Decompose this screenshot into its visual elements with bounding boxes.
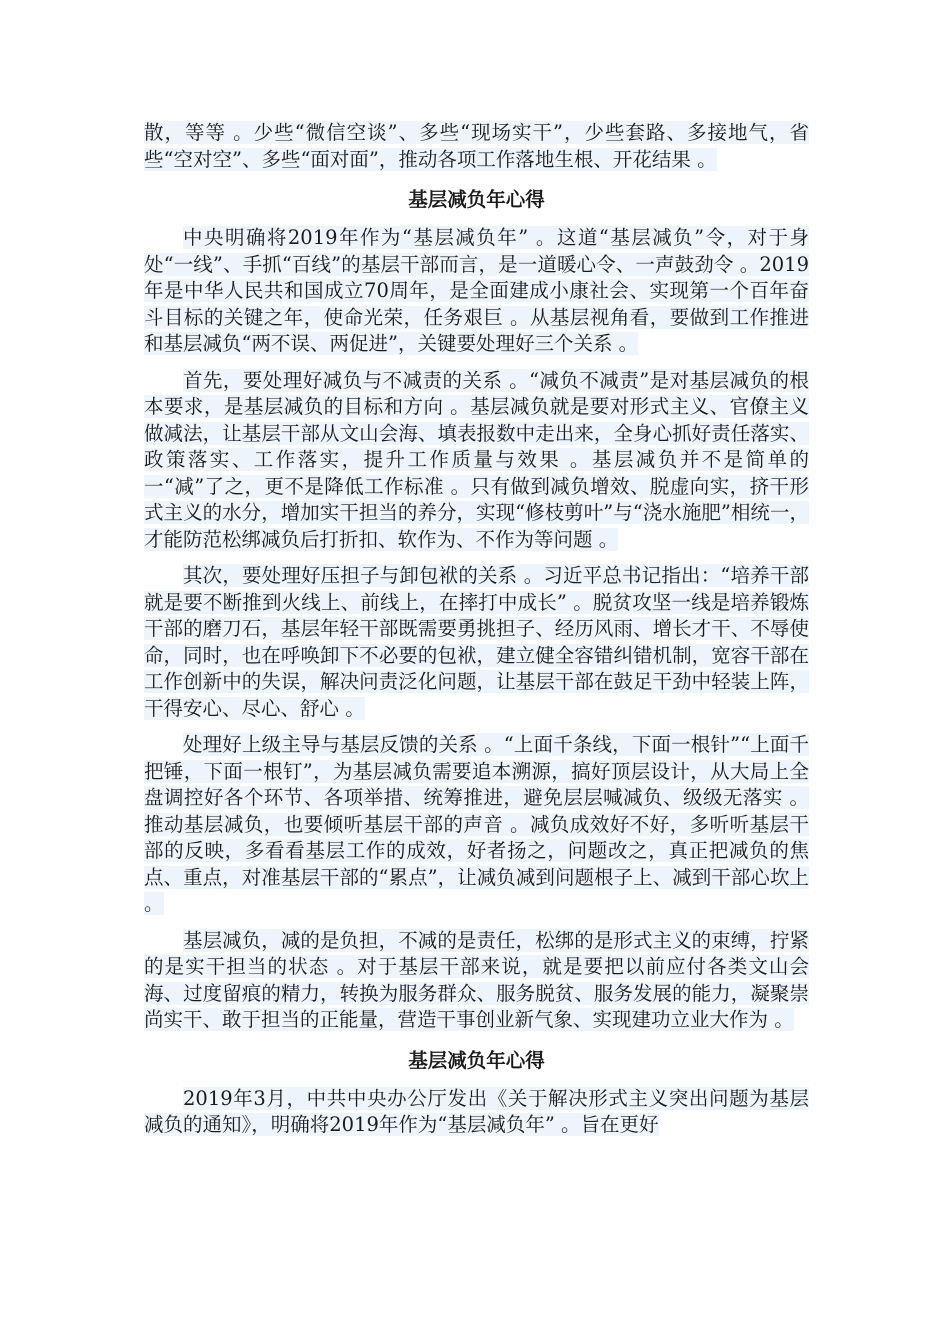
paragraph: [144, 368, 809, 554]
section-heading: 基层减负年心得: [408, 188, 545, 211]
document-page: [144, 120, 809, 1149]
section-heading: 基层减负年心得: [408, 1048, 545, 1072]
paragraph: [144, 928, 809, 1034]
paragraph-text: 中央明确将2019年作为“基层减负年” 。这道“基层减负”令，对于身处“一线”、手抓“百线”的基层干部而言，是一道暖心令、一声鼓劲令 。2019年是中华人民共和国成立70周年，是全面建成小康社会、实现第一个百年奋斗目标的关键之年，使命光荣，任务艰巨 。从基层视角看，要做到工作推进和基层减负“两不误、两促进”，关键要处理好三个关系 。: [144, 226, 809, 355]
paragraph: [144, 732, 809, 918]
paragraph: [144, 120, 809, 173]
paragraph: [144, 563, 809, 722]
paragraph-text: 散，等等 。少些“微信空谈”、多些“现场实干”，少些套路、多接地气，省些“空对空”、多些“面对面”，推动各项工作落地生根、开花结果 。: [144, 121, 809, 171]
paragraph-text: 基层减负，减的是负担，不减的是责任，松绑的是形式主义的束缚，拧紧的是实干担当的状态 。对于基层干部来说，就是要把以前应付各类文山会海、过度留痕的精力，转换为服务群众、服务脱贫、服务发展的能力，凝聚崇尚实干、敢于担当的正能量，营造干事创业新气象、实现建功立业大作为 。: [144, 928, 809, 1031]
paragraph-text: 处理好上级主导与基层反馈的关系 。“上面千条线，下面一根针”“上面千把锤，下面一根钉”，为基层减负需要追本溯源，搞好顶层设计，从大局上全盘调控好各个环节、各项举措、统筹推进，避免层层喊减负、级级无落实 。推动基层减负，也要倾听基层干部的声音 。减负成效好不好，多听听基层干部的反映，多看看基层工作的成效，好者扬之，问题改之，真正把减负的焦点、重点，对准基层干部的“累点”，让减负减到问题根子上、减到干部心坎上 。: [144, 733, 809, 915]
paragraph-text: 2019年3月，中共中央办公厅发出《关于解决形式主义突出问题为基层减负的通知》，明确将2019年作为“基层减负年” 。旨在更好: [144, 1086, 809, 1136]
paragraph: [144, 225, 809, 358]
paragraph-text: 首先，要处理好减负与不减责的关系 。“减负不减责”是对基层减负的根本要求，是基层减负的目标和方向 。基层减负就是要对形式主义、官僚主义做减法，让基层干部从文山会海、填表报数中走出来，全身心抓好责任落实、政策落实、工作落实，提升工作质量与效果 。基层减负并不是简单的一“减”了之，更不是降低工作标准 。只有做到减负增效、脱虚向实，挤干形式主义的水分，增加实干担当的养分，实现“修枝剪叶”与“浇水施肥”相统一，才能防范松绑减负后打折扣、软作为、不作为等问题 。: [144, 368, 809, 551]
paragraph: [144, 1086, 809, 1139]
paragraph-text: 其次，要处理好压担子与卸包袱的关系 。习近平总书记指出：“培养干部就是要不断推到火线上、前线上，在摔打中成长” 。脱贫攻坚一线是培养锻炼干部的磨刀石，基层年轻干部既需要勇挑担子、经历风雨、增长才干、不辱使命，同时，也在呼唤卸下不必要的包袱，建立健全容错纠错机制，宽容干部在工作创新中的失误，解决问责泛化问题，让基层干部在鼓足干劲中轻装上阵，干得安心、尽心、舒心 。: [144, 564, 809, 720]
